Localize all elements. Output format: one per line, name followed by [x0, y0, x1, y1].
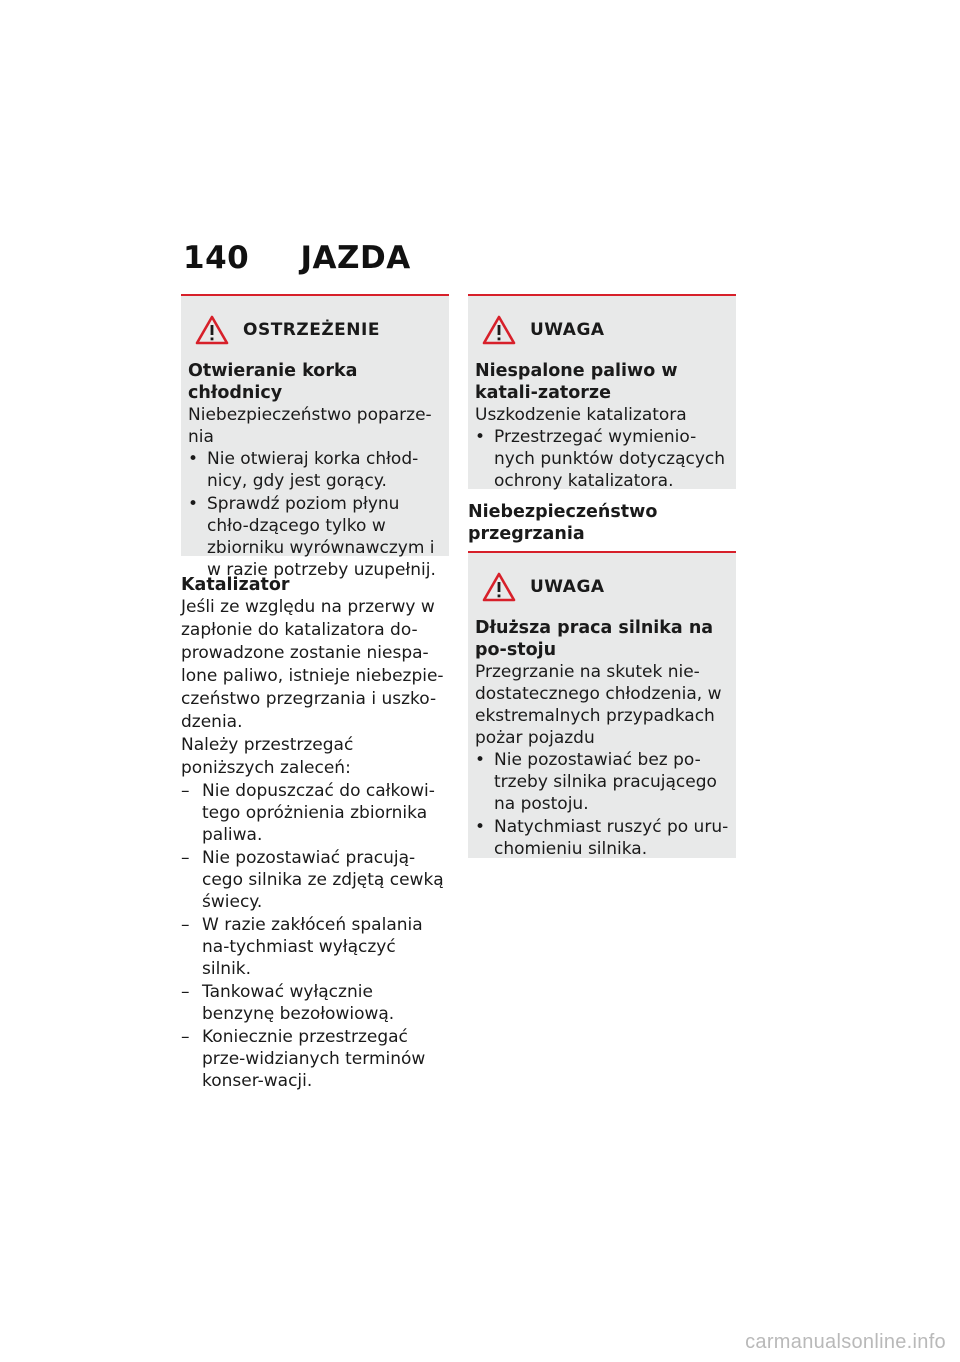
list-item: – Nie dopuszczać do całkowi-tego opróżnienia zbiornika paliwa.	[181, 781, 435, 845]
warning-triangle-icon	[482, 315, 516, 345]
paragraph: Należy przestrzegać poniższych zaleceń:	[181, 735, 354, 778]
notice-box-heading: Niespalone paliwo w katali-zatorze	[475, 361, 678, 403]
chapter-title: JAZDA	[300, 240, 411, 276]
bullet-item: • Przestrzegać wymienio-nych punktów dotyczących ochrony katalizatora.	[475, 427, 726, 491]
warning-box-description: Niebezpieczeństwo poparze-nia	[188, 405, 432, 447]
notice-box-title: UWAGA	[530, 320, 605, 340]
left-column	[181, 294, 449, 1093]
warning-box	[181, 294, 449, 580]
warning-box-bullets	[188, 448, 442, 581]
section-title-overheating: Niebezpieczeństwo przegrzania	[468, 502, 658, 544]
bullet-item: • Nie otwieraj korka chłod-nicy, gdy jest gorący.	[188, 449, 419, 491]
right-column	[468, 294, 736, 858]
notice-box-bullets	[475, 426, 729, 492]
list-item: – Nie pozostawiać pracują-cego silnika ze zdjętą cewką świecy.	[181, 848, 444, 912]
bullet-item: • Natychmiast ruszyć po uru-chomieniu silnika.	[475, 817, 729, 859]
page-number: 140	[183, 240, 250, 276]
notice-box-header	[475, 310, 729, 350]
notice-box-catalyst	[468, 294, 736, 489]
notice-box-header	[475, 567, 729, 607]
warning-triangle-icon	[482, 572, 516, 602]
notice-box-title: UWAGA	[530, 577, 605, 597]
notice-box-heading: Dłuższa praca silnika na po-stoju	[475, 618, 714, 660]
notice-box-description: Przegrzanie na skutek nie-dostatecznego chłodzenia, w ekstremalnych przypadkach pożar pojazdu	[475, 662, 722, 748]
paragraph: Jeśli ze względu na przerwy w zapłonie do katalizatora do-prowadzone zostanie niespa-lone paliwo, istnieje niebezpie-czeństwo przegrzania i uszko-dzenia.	[181, 597, 444, 732]
dash-list	[181, 780, 449, 1092]
notice-box-description: Uszkodzenie katalizatora	[475, 405, 687, 425]
notice-box-idling	[468, 553, 736, 858]
warning-box-title: OSTRZEŻENIE	[243, 320, 380, 340]
list-item: – Tankować wyłącznie benzynę bezołowiową.	[181, 982, 395, 1024]
watermark: carmanualsonline.info	[745, 1331, 946, 1353]
warning-box-heading: Otwieranie korka chłodnicy	[188, 361, 358, 403]
bullet-item: • Nie pozostawiać bez po-trzeby silnika pracującego na postoju.	[475, 750, 717, 814]
list-item: – Koniecznie przestrzegać prze-widzianych terminów konser-wacji.	[181, 1027, 426, 1091]
warning-box-header	[188, 310, 442, 350]
list-item: – W razie zakłóceń spalania na-tychmiast wyłączyć silnik.	[181, 915, 423, 979]
section-title-katalizator: Katalizator	[181, 575, 290, 595]
bullet-item: • Sprawdź poziom płynu chło-dzącego tylko w zbiorniku wyrównawczym i w razie potrzeby uzupełnij.	[188, 494, 436, 580]
warning-triangle-icon	[195, 315, 229, 345]
notice-box-bullets	[475, 749, 729, 860]
page-header	[183, 240, 411, 276]
